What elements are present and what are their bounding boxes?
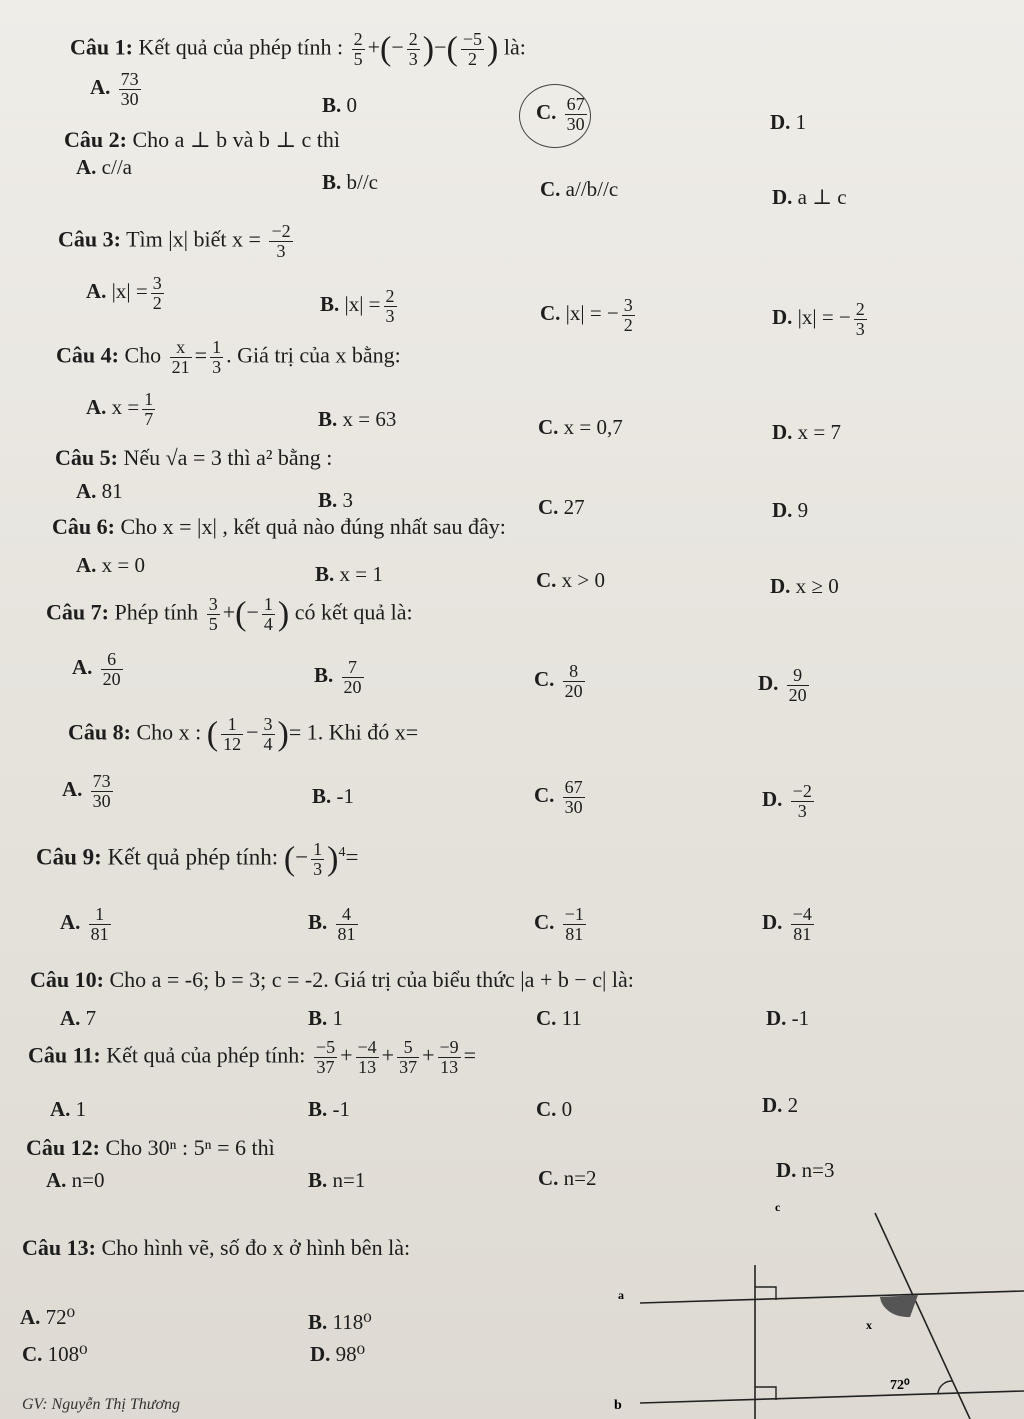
q9-option-d[interactable]: D. $\frac{-4}{81}$ bbox=[762, 904, 812, 944]
q13-option-b[interactable]: B. 118⁰ bbox=[308, 1310, 372, 1334]
q9-option-b[interactable]: B. $\frac{4}{81}$ bbox=[308, 904, 356, 944]
q10-option-c[interactable]: C. 11 bbox=[536, 1006, 582, 1030]
q2-option-b[interactable]: B. b//c bbox=[322, 170, 379, 194]
q4-option-d[interactable]: D. x = 7 bbox=[772, 420, 842, 444]
q2-option-d[interactable]: D. a ⊥ c bbox=[772, 185, 847, 209]
q8-option-d[interactable]: D. $\frac{-2}{3}$ bbox=[762, 781, 812, 821]
q4-option-c[interactable]: C. x = 0,7 bbox=[538, 415, 623, 439]
angle-72-arc bbox=[938, 1381, 952, 1393]
q13-option-a[interactable]: A. 72⁰ bbox=[20, 1305, 76, 1329]
geometry-figure bbox=[600, 1195, 1024, 1419]
label-a: a bbox=[618, 1288, 624, 1302]
line-b bbox=[640, 1391, 1024, 1403]
q10-option-d[interactable]: D. -1 bbox=[766, 1006, 810, 1030]
question-6: Câu 6: Cho x = |x| , kết quả nào đúng nhất sau đây: bbox=[52, 514, 506, 539]
question-10: Câu 10: Cho a = -6; b = 3; c = -2. Giá trị của biểu thức |a + b − c| là: bbox=[30, 967, 634, 992]
question-4: Câu 4: Cho $\frac{x}{21}$ = $\frac{1}{3}$ . Giá trị của x bằng: bbox=[56, 337, 401, 377]
q11-option-b[interactable]: B. -1 bbox=[308, 1097, 351, 1121]
question-13: Câu 13: Cho hình vẽ, số đo x ở hình bên là: bbox=[22, 1235, 411, 1260]
q1-option-d[interactable]: D. 1 bbox=[770, 110, 807, 134]
q11-option-d[interactable]: D. 2 bbox=[762, 1093, 799, 1117]
question-2: Câu 2: Cho a ⊥ b và b ⊥ c thì bbox=[64, 127, 341, 152]
q2-option-a[interactable]: A. c//a bbox=[76, 155, 132, 179]
q6-option-d[interactable]: D. x ≥ 0 bbox=[770, 574, 839, 598]
q6-option-a[interactable]: A. x = 0 bbox=[76, 553, 146, 577]
q5-option-c[interactable]: C. 27 bbox=[538, 495, 585, 519]
q8-option-c[interactable]: C. $\frac{67}{30}$ bbox=[534, 777, 583, 817]
q5-option-d[interactable]: D. 9 bbox=[772, 498, 809, 522]
q9-option-c[interactable]: C. $\frac{-1}{81}$ bbox=[534, 904, 584, 944]
question-8: Câu 8: Cho x : ( $\frac{1}{12}$ − $\frac{3}{4}$ )= 1. Khi đó x= bbox=[68, 714, 419, 754]
q3-option-d[interactable]: D. |x| = − $\frac{2}{3}$ bbox=[772, 299, 865, 339]
q12-option-c[interactable]: C. n=2 bbox=[538, 1166, 597, 1190]
q5-option-a[interactable]: A. 81 bbox=[76, 479, 123, 503]
teacher-signature: GV: Nguyễn Thị Thương bbox=[22, 1396, 180, 1413]
q1-option-c[interactable]: C. $\frac{67}{30}$ bbox=[536, 94, 585, 134]
q1-option-b[interactable]: B. 0 bbox=[322, 93, 358, 117]
question-1: Câu 1: Kết quả của phép tính : $\frac{2}{5}$ +(− $\frac{2}{3}$ )−( $\frac{-5}{2}$ ) là: bbox=[70, 29, 526, 69]
label-c: c bbox=[775, 1200, 781, 1214]
q1-option-a[interactable]: A. $\frac{73}{30}$ bbox=[90, 69, 139, 109]
label-b: b bbox=[614, 1398, 622, 1413]
q7-option-b[interactable]: B. $\frac{7}{20}$ bbox=[314, 657, 362, 697]
q10-option-a[interactable]: A. 7 bbox=[60, 1006, 97, 1030]
q11-option-c[interactable]: C. 0 bbox=[536, 1097, 573, 1121]
question-5: Câu 5: Nếu √a = 3 thì a² bằng : bbox=[55, 445, 333, 470]
q8-option-a[interactable]: A. $\frac{73}{30}$ bbox=[62, 771, 111, 811]
q10-option-b[interactable]: B. 1 bbox=[308, 1006, 344, 1030]
question-9: Câu 9: Kết quả phép tính: (− $\frac{1}{3}$ )$^4$= bbox=[36, 839, 359, 879]
question-12: Câu 12: Cho 30ⁿ : 5ⁿ = 6 thì bbox=[26, 1135, 275, 1160]
q6-option-c[interactable]: C. x > 0 bbox=[536, 568, 606, 592]
q7-option-c[interactable]: C. $\frac{8}{20}$ bbox=[534, 661, 583, 701]
q12-option-d[interactable]: D. n=3 bbox=[776, 1158, 835, 1182]
q3-option-b[interactable]: B. |x| = $\frac{2}{3}$ bbox=[320, 286, 395, 326]
question-7: Câu 7: Phép tính $\frac{3}{5}$ +(− $\frac{1}{4}$ ) có kết quả là: bbox=[46, 594, 413, 634]
q8-option-b[interactable]: B. -1 bbox=[312, 784, 355, 808]
label-72: 72⁰ bbox=[890, 1378, 910, 1393]
question-3: Câu 3: Tìm |x| biết x = $\frac{-2}{3}$ bbox=[58, 221, 291, 261]
angle-x-shade bbox=[880, 1295, 918, 1317]
line-a bbox=[640, 1291, 1024, 1303]
q11-option-a[interactable]: A. 1 bbox=[50, 1097, 87, 1121]
q4-option-b[interactable]: B. x = 63 bbox=[318, 407, 397, 431]
q13-option-c[interactable]: C. 108⁰ bbox=[22, 1342, 88, 1366]
q7-option-a[interactable]: A. $\frac{6}{20}$ bbox=[72, 649, 121, 689]
q6-option-b[interactable]: B. x = 1 bbox=[315, 562, 383, 586]
q12-option-a[interactable]: A. n=0 bbox=[46, 1168, 105, 1192]
q3-option-c[interactable]: C. |x| = − $\frac{3}{2}$ bbox=[540, 295, 633, 335]
q12-option-b[interactable]: B. n=1 bbox=[308, 1168, 366, 1192]
q5-option-b[interactable]: B. 3 bbox=[318, 488, 354, 512]
label-x: x bbox=[866, 1318, 872, 1332]
question-11: Câu 11: Kết quả của phép tính: $\frac{-5}{37}$ + $\frac{-4}{13}$ + $\frac{5}{37}$ + $\frac{-9}{13}$ = bbox=[28, 1037, 477, 1077]
q3-option-a[interactable]: A. |x| = $\frac{3}{2}$ bbox=[86, 273, 162, 313]
q9-option-a[interactable]: A. $\frac{1}{81}$ bbox=[60, 904, 109, 944]
q2-option-c[interactable]: C. a//b//c bbox=[540, 177, 619, 201]
q4-option-a[interactable]: A. x = $\frac{1}{7}$ bbox=[86, 389, 154, 429]
q13-option-d[interactable]: D. 98⁰ bbox=[310, 1342, 366, 1366]
q7-option-d[interactable]: D. $\frac{9}{20}$ bbox=[758, 665, 807, 705]
